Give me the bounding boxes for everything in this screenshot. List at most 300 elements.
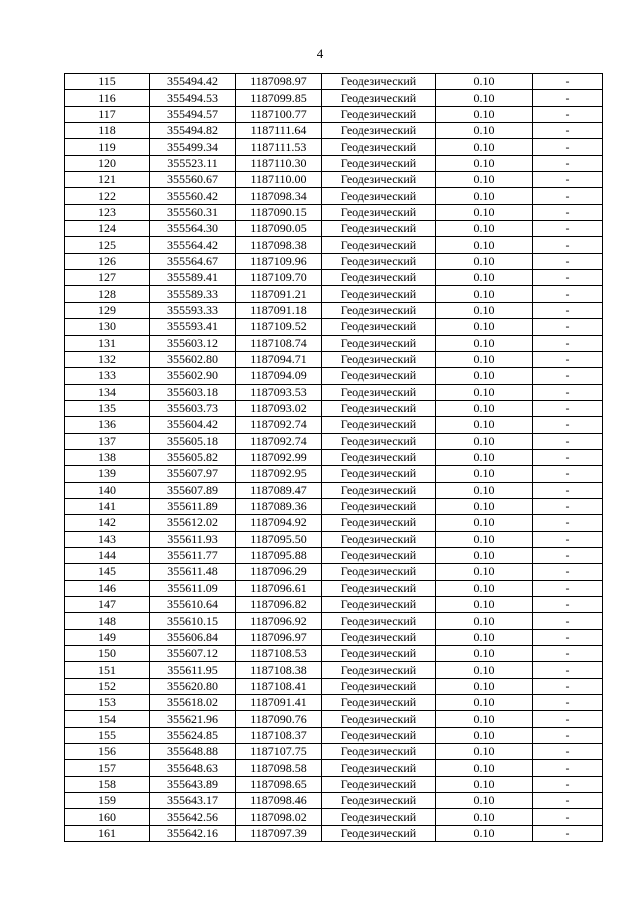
description-cell: - <box>533 155 603 171</box>
table-row <box>65 123 603 139</box>
point-number-cell: 131 <box>65 335 150 351</box>
description-cell: - <box>533 335 603 351</box>
description-cell: - <box>533 613 603 629</box>
accuracy-cell: 0.10 <box>436 319 533 335</box>
method-cell: Геодезический <box>322 711 436 727</box>
description-cell: - <box>533 90 603 106</box>
table-row <box>65 597 603 613</box>
x-coordinate-cell: 355642.56 <box>150 809 236 825</box>
point-number-cell: 158 <box>65 776 150 792</box>
description-cell: - <box>533 433 603 449</box>
y-coordinate-cell: 1187108.74 <box>236 335 322 351</box>
point-number-cell: 122 <box>65 188 150 204</box>
point-number-cell: 152 <box>65 678 150 694</box>
table-row <box>65 498 603 514</box>
x-coordinate-cell: 355589.33 <box>150 286 236 302</box>
table-row <box>65 90 603 106</box>
x-coordinate-cell: 355494.57 <box>150 106 236 122</box>
table-row <box>65 237 603 253</box>
description-cell: - <box>533 188 603 204</box>
y-coordinate-cell: 1187091.18 <box>236 302 322 318</box>
description-cell: - <box>533 204 603 220</box>
table-row <box>65 74 603 90</box>
accuracy-cell: 0.10 <box>436 155 533 171</box>
x-coordinate-cell: 355611.48 <box>150 564 236 580</box>
accuracy-cell: 0.10 <box>436 825 533 841</box>
point-number-cell: 159 <box>65 793 150 809</box>
table-row <box>65 662 603 678</box>
table-row <box>65 204 603 220</box>
description-cell: - <box>533 106 603 122</box>
x-coordinate-cell: 355603.73 <box>150 400 236 416</box>
point-number-cell: 127 <box>65 270 150 286</box>
method-cell: Геодезический <box>322 597 436 613</box>
y-coordinate-cell: 1187095.50 <box>236 531 322 547</box>
y-coordinate-cell: 1187096.61 <box>236 580 322 596</box>
y-coordinate-cell: 1187096.92 <box>236 613 322 629</box>
y-coordinate-cell: 1187108.38 <box>236 662 322 678</box>
description-cell: - <box>533 793 603 809</box>
y-coordinate-cell: 1187109.96 <box>236 253 322 269</box>
accuracy-cell: 0.10 <box>436 744 533 760</box>
accuracy-cell: 0.10 <box>436 253 533 269</box>
point-number-cell: 147 <box>65 597 150 613</box>
method-cell: Геодезический <box>322 172 436 188</box>
method-cell: Геодезический <box>322 237 436 253</box>
description-cell: - <box>533 270 603 286</box>
y-coordinate-cell: 1187096.97 <box>236 629 322 645</box>
accuracy-cell: 0.10 <box>436 106 533 122</box>
x-coordinate-cell: 355589.41 <box>150 270 236 286</box>
point-number-cell: 149 <box>65 629 150 645</box>
method-cell: Геодезический <box>322 482 436 498</box>
table-row <box>65 793 603 809</box>
x-coordinate-cell: 355564.30 <box>150 221 236 237</box>
accuracy-cell: 0.10 <box>436 776 533 792</box>
point-number-cell: 154 <box>65 711 150 727</box>
table-row <box>65 270 603 286</box>
point-number-cell: 121 <box>65 172 150 188</box>
x-coordinate-cell: 355494.53 <box>150 90 236 106</box>
accuracy-cell: 0.10 <box>436 172 533 188</box>
y-coordinate-cell: 1187111.53 <box>236 139 322 155</box>
accuracy-cell: 0.10 <box>436 270 533 286</box>
x-coordinate-cell: 355604.42 <box>150 417 236 433</box>
point-number-cell: 126 <box>65 253 150 269</box>
x-coordinate-cell: 355607.97 <box>150 466 236 482</box>
method-cell: Геодезический <box>322 613 436 629</box>
y-coordinate-cell: 1187093.02 <box>236 400 322 416</box>
method-cell: Геодезический <box>322 776 436 792</box>
description-cell: - <box>533 776 603 792</box>
accuracy-cell: 0.10 <box>436 646 533 662</box>
table-row <box>65 547 603 563</box>
table-row <box>65 384 603 400</box>
method-cell: Геодезический <box>322 155 436 171</box>
method-cell: Геодезический <box>322 417 436 433</box>
point-number-cell: 145 <box>65 564 150 580</box>
y-coordinate-cell: 1187092.95 <box>236 466 322 482</box>
table-row <box>65 139 603 155</box>
method-cell: Геодезический <box>322 695 436 711</box>
table-row <box>65 629 603 645</box>
point-number-cell: 151 <box>65 662 150 678</box>
description-cell: - <box>533 172 603 188</box>
point-number-cell: 141 <box>65 498 150 514</box>
x-coordinate-cell: 355611.95 <box>150 662 236 678</box>
y-coordinate-cell: 1187093.53 <box>236 384 322 400</box>
x-coordinate-cell: 355642.16 <box>150 825 236 841</box>
y-coordinate-cell: 1187098.02 <box>236 809 322 825</box>
accuracy-cell: 0.10 <box>436 400 533 416</box>
x-coordinate-cell: 355605.82 <box>150 449 236 465</box>
x-coordinate-cell: 355605.18 <box>150 433 236 449</box>
method-cell: Геодезический <box>322 188 436 204</box>
accuracy-cell: 0.10 <box>436 498 533 514</box>
accuracy-cell: 0.10 <box>436 629 533 645</box>
description-cell: - <box>533 368 603 384</box>
accuracy-cell: 0.10 <box>436 417 533 433</box>
point-number-cell: 134 <box>65 384 150 400</box>
x-coordinate-cell: 355610.64 <box>150 597 236 613</box>
table-row <box>65 221 603 237</box>
y-coordinate-cell: 1187109.70 <box>236 270 322 286</box>
description-cell: - <box>533 597 603 613</box>
x-coordinate-cell: 355611.09 <box>150 580 236 596</box>
accuracy-cell: 0.10 <box>436 809 533 825</box>
x-coordinate-cell: 355607.12 <box>150 646 236 662</box>
method-cell: Геодезический <box>322 204 436 220</box>
y-coordinate-cell: 1187108.41 <box>236 678 322 694</box>
accuracy-cell: 0.10 <box>436 547 533 563</box>
accuracy-cell: 0.10 <box>436 449 533 465</box>
description-cell: - <box>533 695 603 711</box>
method-cell: Геодезический <box>322 498 436 514</box>
method-cell: Геодезический <box>322 270 436 286</box>
point-number-cell: 142 <box>65 515 150 531</box>
method-cell: Геодезический <box>322 286 436 302</box>
x-coordinate-cell: 355611.93 <box>150 531 236 547</box>
description-cell: - <box>533 498 603 514</box>
description-cell: - <box>533 629 603 645</box>
table-row <box>65 172 603 188</box>
point-number-cell: 153 <box>65 695 150 711</box>
point-number-cell: 117 <box>65 106 150 122</box>
point-number-cell: 137 <box>65 433 150 449</box>
x-coordinate-cell: 355643.89 <box>150 776 236 792</box>
accuracy-cell: 0.10 <box>436 515 533 531</box>
y-coordinate-cell: 1187100.77 <box>236 106 322 122</box>
x-coordinate-cell: 355523.11 <box>150 155 236 171</box>
table-row <box>65 433 603 449</box>
description-cell: - <box>533 825 603 841</box>
accuracy-cell: 0.10 <box>436 695 533 711</box>
point-number-cell: 146 <box>65 580 150 596</box>
table-row <box>65 531 603 547</box>
method-cell: Геодезический <box>322 74 436 90</box>
accuracy-cell: 0.10 <box>436 662 533 678</box>
point-number-cell: 133 <box>65 368 150 384</box>
y-coordinate-cell: 1187098.46 <box>236 793 322 809</box>
point-number-cell: 143 <box>65 531 150 547</box>
x-coordinate-cell: 355593.33 <box>150 302 236 318</box>
point-number-cell: 119 <box>65 139 150 155</box>
description-cell: - <box>533 351 603 367</box>
x-coordinate-cell: 355643.17 <box>150 793 236 809</box>
point-number-cell: 161 <box>65 825 150 841</box>
point-number-cell: 140 <box>65 482 150 498</box>
table-row <box>65 466 603 482</box>
description-cell: - <box>533 515 603 531</box>
point-number-cell: 129 <box>65 302 150 318</box>
description-cell: - <box>533 580 603 596</box>
method-cell: Геодезический <box>322 678 436 694</box>
method-cell: Геодезический <box>322 531 436 547</box>
y-coordinate-cell: 1187094.71 <box>236 351 322 367</box>
y-coordinate-cell: 1187096.82 <box>236 597 322 613</box>
y-coordinate-cell: 1187098.38 <box>236 237 322 253</box>
point-number-cell: 136 <box>65 417 150 433</box>
y-coordinate-cell: 1187089.47 <box>236 482 322 498</box>
description-cell: - <box>533 482 603 498</box>
y-coordinate-cell: 1187109.52 <box>236 319 322 335</box>
x-coordinate-cell: 355560.67 <box>150 172 236 188</box>
table-row <box>65 286 603 302</box>
accuracy-cell: 0.10 <box>436 597 533 613</box>
method-cell: Геодезический <box>322 809 436 825</box>
table-row <box>65 727 603 743</box>
table-row <box>65 319 603 335</box>
accuracy-cell: 0.10 <box>436 727 533 743</box>
y-coordinate-cell: 1187089.36 <box>236 498 322 514</box>
y-coordinate-cell: 1187110.30 <box>236 155 322 171</box>
point-number-cell: 160 <box>65 809 150 825</box>
point-number-cell: 155 <box>65 727 150 743</box>
method-cell: Геодезический <box>322 466 436 482</box>
x-coordinate-cell: 355494.42 <box>150 74 236 90</box>
point-number-cell: 130 <box>65 319 150 335</box>
description-cell: - <box>533 466 603 482</box>
coordinates-table <box>64 73 603 842</box>
accuracy-cell: 0.10 <box>436 678 533 694</box>
table-row <box>65 188 603 204</box>
accuracy-cell: 0.10 <box>436 139 533 155</box>
x-coordinate-cell: 355612.02 <box>150 515 236 531</box>
method-cell: Геодезический <box>322 580 436 596</box>
table-row <box>65 335 603 351</box>
accuracy-cell: 0.10 <box>436 466 533 482</box>
description-cell: - <box>533 74 603 90</box>
y-coordinate-cell: 1187091.21 <box>236 286 322 302</box>
point-number-cell: 125 <box>65 237 150 253</box>
method-cell: Геодезический <box>322 302 436 318</box>
table-row <box>65 809 603 825</box>
accuracy-cell: 0.10 <box>436 711 533 727</box>
x-coordinate-cell: 355564.42 <box>150 237 236 253</box>
accuracy-cell: 0.10 <box>436 368 533 384</box>
accuracy-cell: 0.10 <box>436 90 533 106</box>
table-row <box>65 825 603 841</box>
y-coordinate-cell: 1187090.76 <box>236 711 322 727</box>
page-number: 4 <box>316 46 324 61</box>
method-cell: Геодезический <box>322 727 436 743</box>
table-row <box>65 515 603 531</box>
x-coordinate-cell: 355606.84 <box>150 629 236 645</box>
x-coordinate-cell: 355610.15 <box>150 613 236 629</box>
description-cell: - <box>533 286 603 302</box>
table-row <box>65 351 603 367</box>
x-coordinate-cell: 355611.89 <box>150 498 236 514</box>
point-number-cell: 123 <box>65 204 150 220</box>
point-number-cell: 118 <box>65 123 150 139</box>
accuracy-cell: 0.10 <box>436 433 533 449</box>
method-cell: Геодезический <box>322 547 436 563</box>
y-coordinate-cell: 1187092.74 <box>236 417 322 433</box>
table-row <box>65 368 603 384</box>
accuracy-cell: 0.10 <box>436 760 533 776</box>
y-coordinate-cell: 1187111.64 <box>236 123 322 139</box>
description-cell: - <box>533 319 603 335</box>
y-coordinate-cell: 1187095.88 <box>236 547 322 563</box>
accuracy-cell: 0.10 <box>436 204 533 220</box>
coordinates-table-body <box>65 74 603 842</box>
description-cell: - <box>533 123 603 139</box>
x-coordinate-cell: 355618.02 <box>150 695 236 711</box>
table-row <box>65 302 603 318</box>
method-cell: Геодезический <box>322 825 436 841</box>
description-cell: - <box>533 221 603 237</box>
description-cell: - <box>533 727 603 743</box>
x-coordinate-cell: 355602.80 <box>150 351 236 367</box>
x-coordinate-cell: 355607.89 <box>150 482 236 498</box>
description-cell: - <box>533 662 603 678</box>
description-cell: - <box>533 384 603 400</box>
table-row <box>65 678 603 694</box>
y-coordinate-cell: 1187092.74 <box>236 433 322 449</box>
point-number-cell: 135 <box>65 400 150 416</box>
table-row <box>65 580 603 596</box>
method-cell: Геодезический <box>322 744 436 760</box>
method-cell: Геодезический <box>322 253 436 269</box>
table-row <box>65 744 603 760</box>
method-cell: Геодезический <box>322 793 436 809</box>
y-coordinate-cell: 1187108.53 <box>236 646 322 662</box>
description-cell: - <box>533 646 603 662</box>
method-cell: Геодезический <box>322 351 436 367</box>
description-cell: - <box>533 400 603 416</box>
method-cell: Геодезический <box>322 123 436 139</box>
table-row <box>65 760 603 776</box>
table-row <box>65 646 603 662</box>
table-row <box>65 613 603 629</box>
description-cell: - <box>533 678 603 694</box>
x-coordinate-cell: 355603.12 <box>150 335 236 351</box>
x-coordinate-cell: 355564.67 <box>150 253 236 269</box>
table-row <box>65 695 603 711</box>
y-coordinate-cell: 1187110.00 <box>236 172 322 188</box>
y-coordinate-cell: 1187108.37 <box>236 727 322 743</box>
method-cell: Геодезический <box>322 515 436 531</box>
point-number-cell: 120 <box>65 155 150 171</box>
accuracy-cell: 0.10 <box>436 564 533 580</box>
x-coordinate-cell: 355621.96 <box>150 711 236 727</box>
x-coordinate-cell: 355624.85 <box>150 727 236 743</box>
accuracy-cell: 0.10 <box>436 793 533 809</box>
point-number-cell: 148 <box>65 613 150 629</box>
x-coordinate-cell: 355560.42 <box>150 188 236 204</box>
method-cell: Геодезический <box>322 90 436 106</box>
method-cell: Геодезический <box>322 629 436 645</box>
accuracy-cell: 0.10 <box>436 580 533 596</box>
description-cell: - <box>533 417 603 433</box>
x-coordinate-cell: 355611.77 <box>150 547 236 563</box>
x-coordinate-cell: 355648.63 <box>150 760 236 776</box>
point-number-cell: 128 <box>65 286 150 302</box>
x-coordinate-cell: 355620.80 <box>150 678 236 694</box>
accuracy-cell: 0.10 <box>436 482 533 498</box>
description-cell: - <box>533 302 603 318</box>
method-cell: Геодезический <box>322 335 436 351</box>
table-row <box>65 449 603 465</box>
x-coordinate-cell: 355494.82 <box>150 123 236 139</box>
point-number-cell: 144 <box>65 547 150 563</box>
table-row <box>65 711 603 727</box>
accuracy-cell: 0.10 <box>436 335 533 351</box>
y-coordinate-cell: 1187099.85 <box>236 90 322 106</box>
description-cell: - <box>533 253 603 269</box>
y-coordinate-cell: 1187094.92 <box>236 515 322 531</box>
y-coordinate-cell: 1187107.75 <box>236 744 322 760</box>
accuracy-cell: 0.10 <box>436 531 533 547</box>
method-cell: Геодезический <box>322 433 436 449</box>
method-cell: Геодезический <box>322 449 436 465</box>
description-cell: - <box>533 809 603 825</box>
description-cell: - <box>533 237 603 253</box>
method-cell: Геодезический <box>322 139 436 155</box>
table-row <box>65 253 603 269</box>
y-coordinate-cell: 1187098.97 <box>236 74 322 90</box>
method-cell: Геодезический <box>322 368 436 384</box>
point-number-cell: 115 <box>65 74 150 90</box>
y-coordinate-cell: 1187096.29 <box>236 564 322 580</box>
y-coordinate-cell: 1187091.41 <box>236 695 322 711</box>
x-coordinate-cell: 355602.90 <box>150 368 236 384</box>
point-number-cell: 132 <box>65 351 150 367</box>
method-cell: Геодезический <box>322 400 436 416</box>
y-coordinate-cell: 1187097.39 <box>236 825 322 841</box>
accuracy-cell: 0.10 <box>436 286 533 302</box>
method-cell: Геодезический <box>322 760 436 776</box>
y-coordinate-cell: 1187098.34 <box>236 188 322 204</box>
method-cell: Геодезический <box>322 564 436 580</box>
table-row <box>65 776 603 792</box>
method-cell: Геодезический <box>322 319 436 335</box>
x-coordinate-cell: 355593.41 <box>150 319 236 335</box>
point-number-cell: 124 <box>65 221 150 237</box>
method-cell: Геодезический <box>322 384 436 400</box>
x-coordinate-cell: 355648.88 <box>150 744 236 760</box>
method-cell: Геодезический <box>322 662 436 678</box>
point-number-cell: 139 <box>65 466 150 482</box>
y-coordinate-cell: 1187098.58 <box>236 760 322 776</box>
accuracy-cell: 0.10 <box>436 613 533 629</box>
accuracy-cell: 0.10 <box>436 74 533 90</box>
x-coordinate-cell: 355560.31 <box>150 204 236 220</box>
point-number-cell: 116 <box>65 90 150 106</box>
accuracy-cell: 0.10 <box>436 384 533 400</box>
description-cell: - <box>533 547 603 563</box>
point-number-cell: 157 <box>65 760 150 776</box>
